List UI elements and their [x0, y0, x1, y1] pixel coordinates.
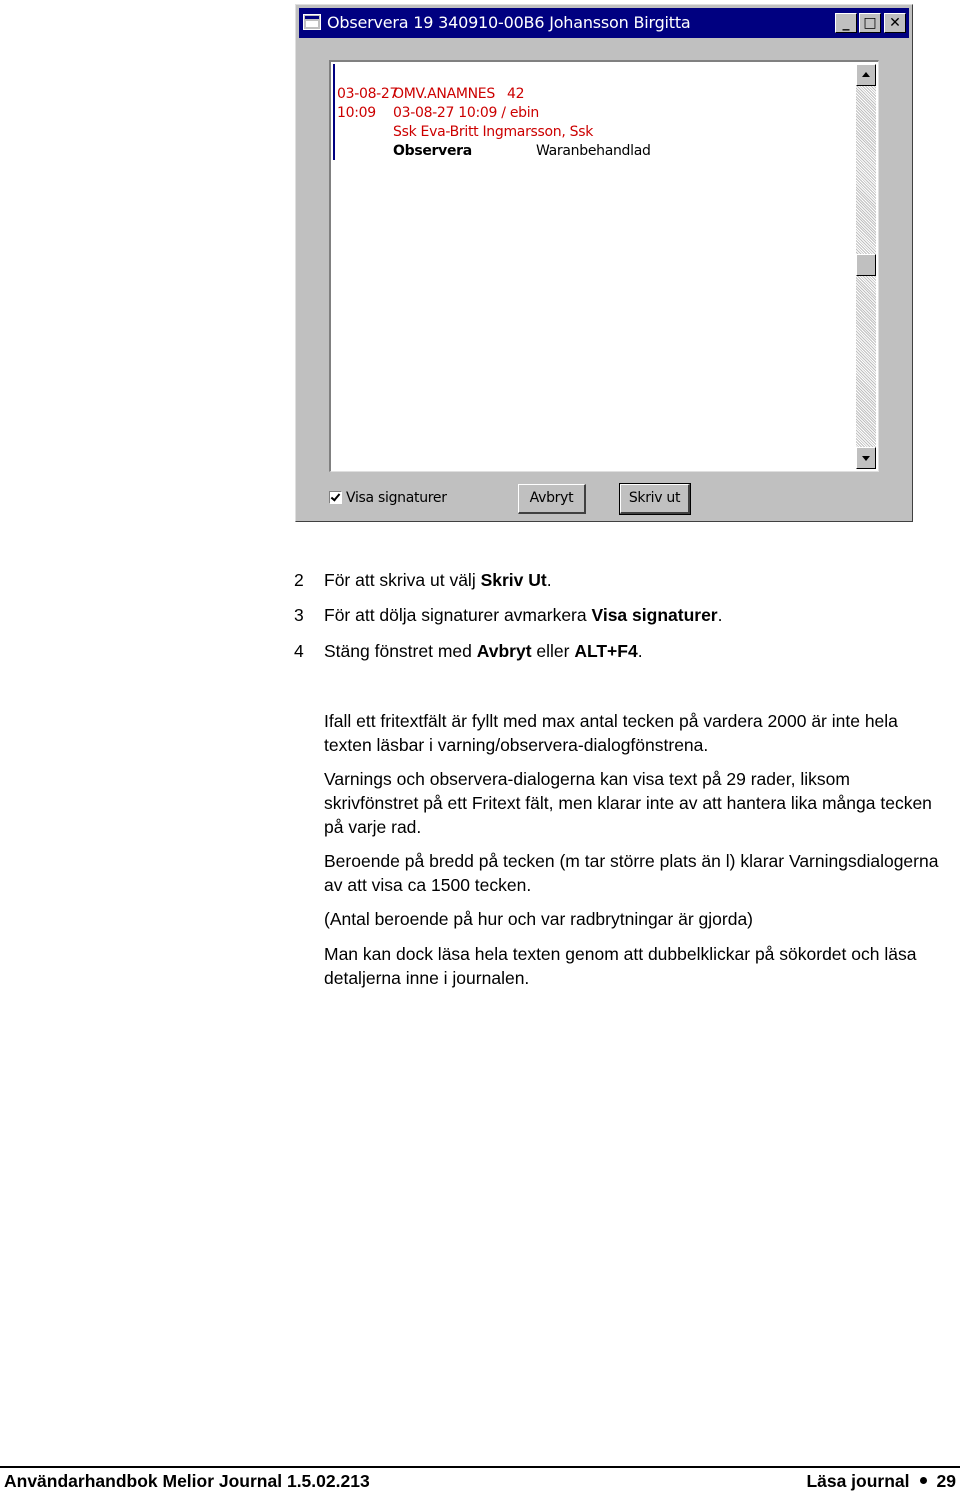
scroll-thumb[interactable]	[856, 254, 876, 276]
note-signed: 03-08-27 10:09 / ebin	[393, 105, 539, 121]
observera-dialog	[295, 4, 913, 522]
note-header-line	[337, 85, 525, 104]
paragraph-29-rows: Varnings och observera-dialogerna kan visa text på 29 rader, liksom skrivfönstret på ett Fritext fält, men klarar inte av att hantera lika många tecken på varje rad.	[324, 769, 932, 837]
note-signed-line	[337, 104, 539, 123]
note-author: Ssk Eva-Britt Ingmarsson, Ssk	[393, 124, 594, 140]
window-menu-icon[interactable]	[303, 14, 321, 30]
minimize-button[interactable]: _	[835, 13, 857, 33]
cancel-button[interactable]: Avbryt	[518, 484, 586, 514]
note-keyword: Observera	[393, 143, 472, 159]
vertical-scrollbar[interactable]	[856, 64, 876, 469]
show-signatures-label[interactable]: Visa signaturer	[346, 490, 447, 506]
maximize-button[interactable]: □	[859, 13, 881, 33]
show-signatures-checkbox-row[interactable]	[329, 490, 447, 506]
note-time: 10:09	[337, 105, 376, 121]
note-date: 03-08-27	[337, 86, 399, 102]
paragraph-max-chars: Ifall ett fritextfält är fyllt med max antal tecken på vardera 2000 är inte hela texten läsbar i varning/observera-dialogfönstrena.	[324, 711, 898, 755]
arrow-up-icon	[862, 72, 870, 77]
bullet-icon	[920, 1477, 927, 1484]
scroll-up-button[interactable]	[856, 64, 876, 86]
show-signatures-checkbox[interactable]	[329, 491, 342, 504]
paragraph-char-width: Beroende på bredd på tecken (m tar större plats än l) klarar Varningsdialogerna av att visa ca 1500 tecken.	[324, 851, 939, 895]
dialog-titlebar[interactable]	[299, 8, 909, 38]
note-number: 42	[507, 86, 525, 102]
paragraph-double-click: Man kan dock läsa hela texten genom att dubbelklickar på sökordet och läsa detaljerna inne i journalen.	[324, 944, 917, 988]
arrow-down-icon	[862, 456, 870, 461]
note-text-area[interactable]	[329, 60, 879, 472]
paragraph-line-breaks: (Antal beroende på hur och var radbrytningar är gjorda)	[324, 909, 753, 929]
note-content-line	[393, 142, 651, 161]
footer-section: Läsa journal	[806, 1471, 910, 1491]
note-text: Waranbehandlad	[536, 143, 651, 159]
dialog-title: Observera 19 340910-00B6 Johansson Birgitta	[327, 13, 691, 32]
scroll-down-button[interactable]	[856, 447, 876, 469]
close-button[interactable]: ✕	[884, 13, 906, 33]
note-type: OMV.ANAMNES	[393, 86, 495, 102]
footer-manual-title: Användarhandbok Melior Journal 1.5.02.213	[4, 1471, 370, 1491]
step-2: 2 För att skriva ut välj Skriv Ut.	[294, 570, 552, 590]
step-3: 3 För att dölja signaturer avmarkera Visa signaturer.	[294, 605, 723, 625]
footer-rule	[0, 1466, 960, 1468]
print-button[interactable]: Skriv ut	[620, 484, 690, 514]
step-4: 4 Stäng fönstret med Avbryt eller ALT+F4.	[294, 641, 643, 661]
selection-marker	[333, 64, 335, 160]
footer-page-info	[806, 1471, 956, 1492]
footer-page-number: 29	[936, 1471, 956, 1491]
